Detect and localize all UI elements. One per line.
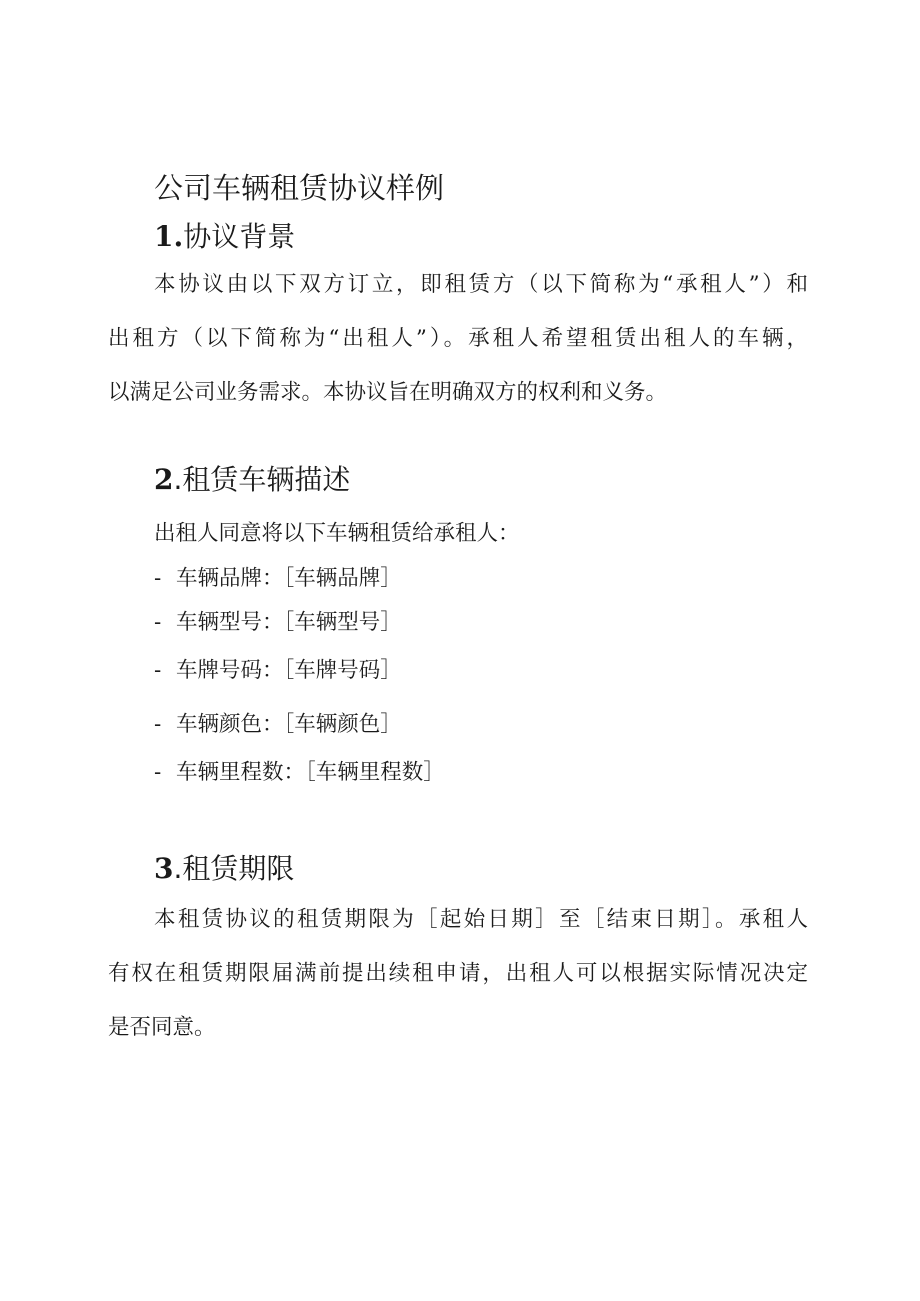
- list-item-vehicle-brand: [154, 559, 402, 599]
- section-2-intro: 出租人同意将以下车辆租赁给承租人：: [154, 521, 520, 546]
- section-1-number: 1.: [154, 220, 184, 253]
- list-dash: -: [154, 712, 162, 737]
- list-item-text: 车辆品牌：［车辆品牌］: [176, 566, 402, 591]
- list-item-vehicle-mileage: [154, 753, 445, 793]
- list-item-text: 车辆型号：［车辆型号］: [176, 610, 402, 635]
- section-3-number: 3: [154, 852, 174, 885]
- paragraph-line: 本租赁协议的租赁期限为［起始日期］至［结束日期］。承租人: [154, 907, 808, 932]
- paragraph-line: 以满足公司业务需求。本协议旨在明确双方的权利和义务。: [108, 380, 668, 405]
- section-3-title: .租赁期限: [173, 852, 295, 885]
- document-title: 公司车辆租赁协议样例: [154, 171, 445, 205]
- section-3-heading: [154, 848, 294, 890]
- list-item-text: 车辆颜色：［车辆颜色］: [176, 712, 402, 737]
- section-2-number: 2: [154, 463, 174, 496]
- list-item-vehicle-model: [154, 603, 402, 643]
- section-2-title: .租赁车辆描述: [173, 463, 351, 496]
- list-item-text: 车辆里程数：［车辆里程数］: [176, 760, 445, 785]
- paragraph-line: 有权在租赁期限届满前提出续租申请，出租人可以根据实际情况决定: [108, 961, 808, 986]
- list-dash: -: [154, 566, 162, 591]
- section-1-heading: [154, 216, 295, 258]
- section-2-heading: [154, 459, 350, 501]
- paragraph-line: 出租方（以下简称为“出租人”）。承租人希望租赁出租人的车辆，: [108, 326, 808, 351]
- section-1-paragraph: [108, 258, 808, 420]
- list-dash: -: [154, 610, 162, 635]
- list-item-plate-number: [154, 651, 402, 691]
- list-item-text: 车牌号码：［车牌号码］: [176, 658, 402, 683]
- section-3-paragraph: [108, 893, 808, 1055]
- list-dash: -: [154, 658, 162, 683]
- list-dash: -: [154, 760, 162, 785]
- section-1-title: 协议背景: [183, 220, 296, 253]
- list-item-vehicle-color: [154, 705, 402, 745]
- paragraph-line: 是否同意。: [108, 1015, 216, 1040]
- paragraph-line: 本协议由以下双方订立，即租赁方（以下简称为“承租人”）和: [154, 272, 808, 297]
